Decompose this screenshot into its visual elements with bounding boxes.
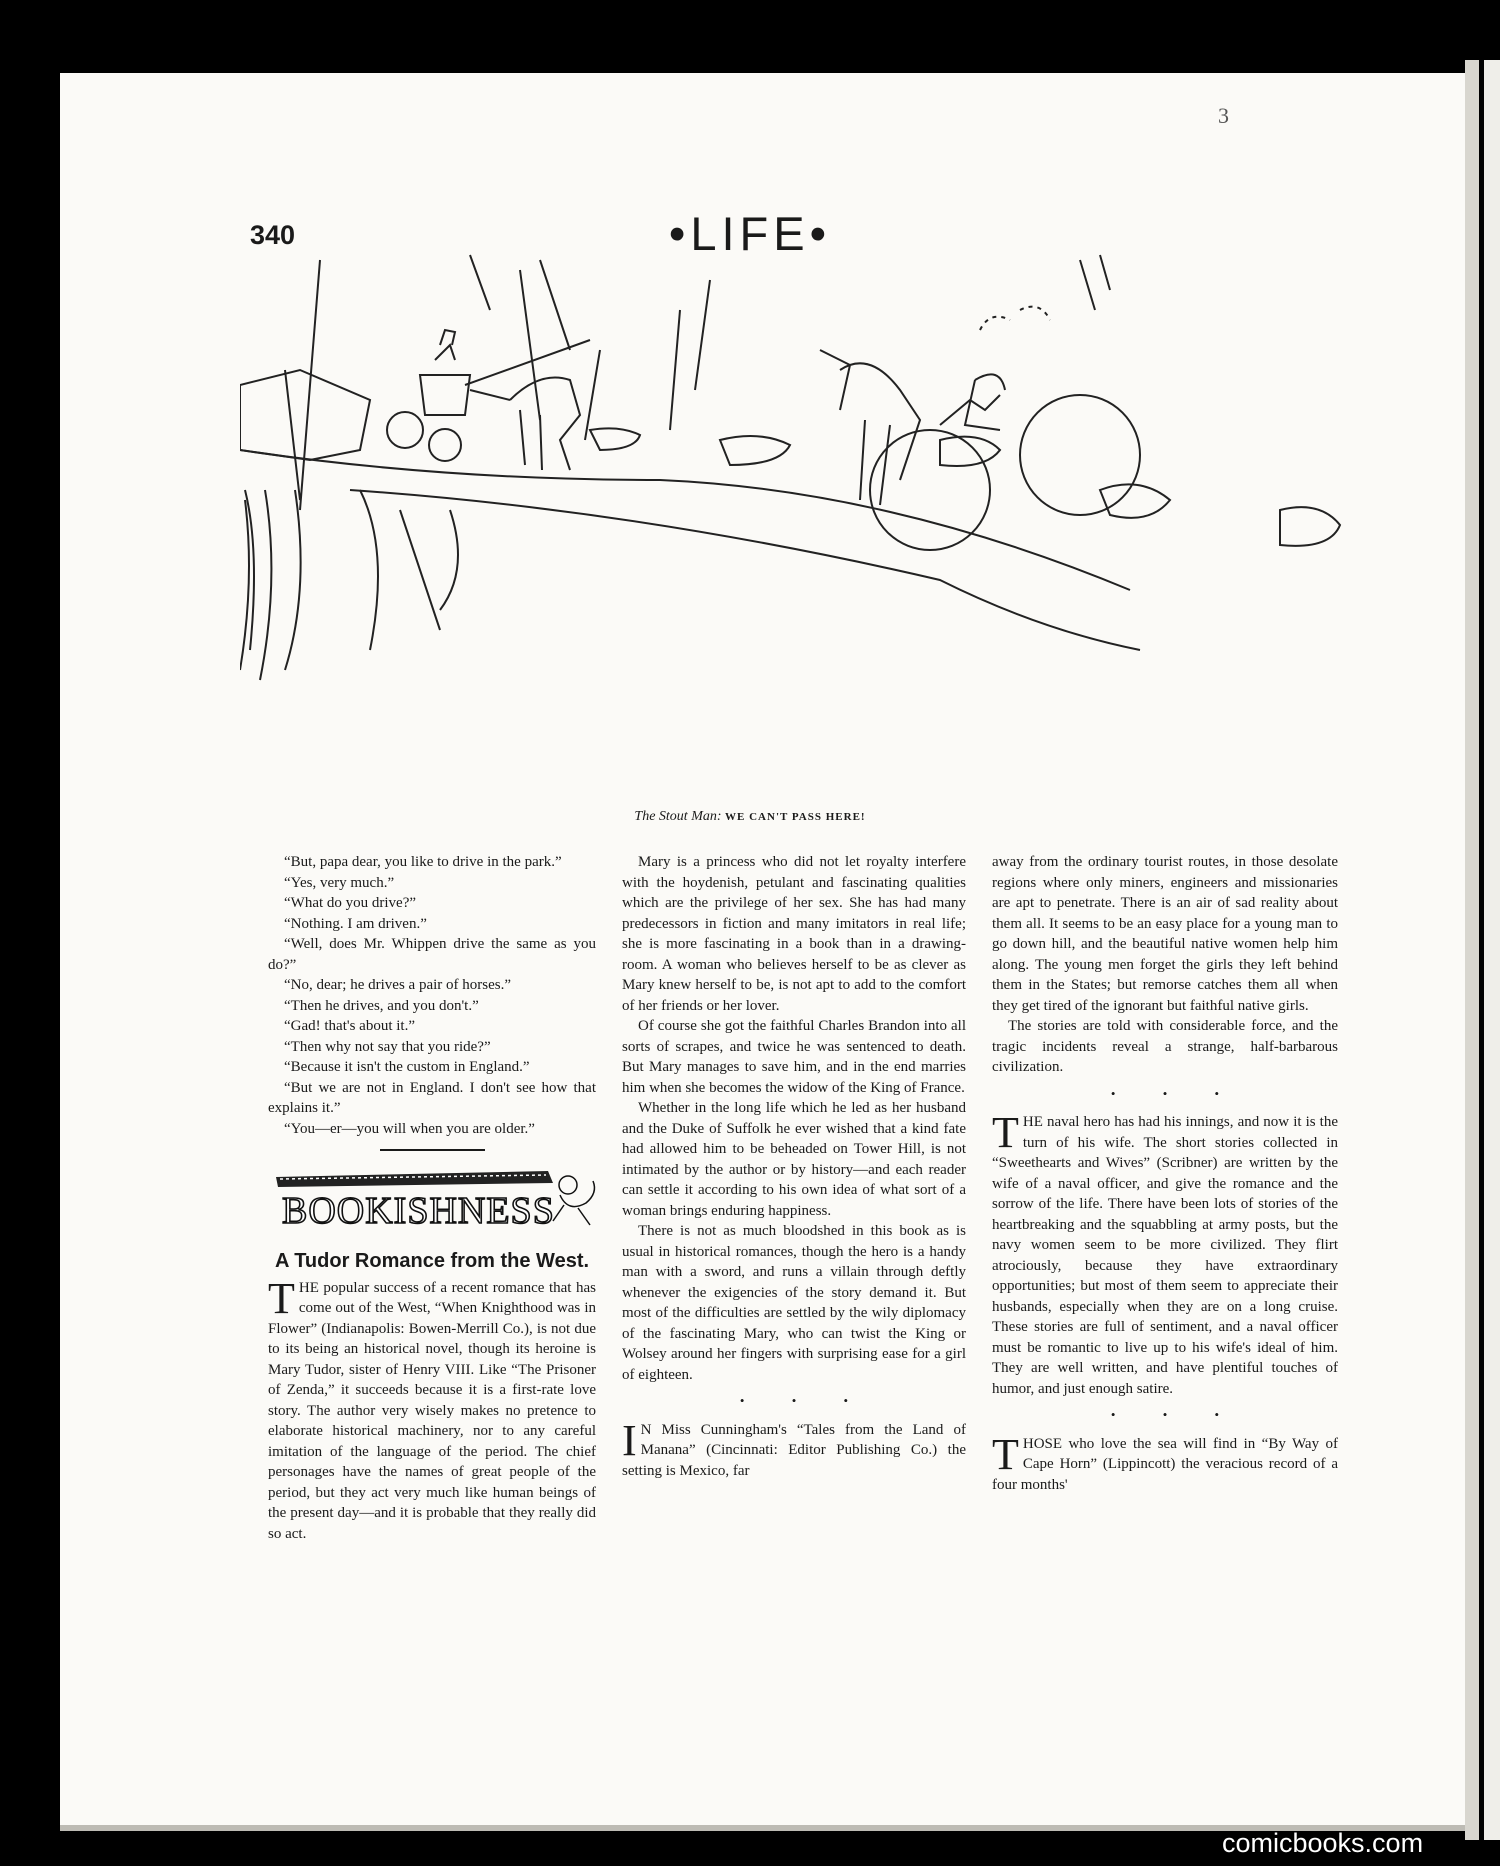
drop-cap: T	[992, 1108, 1019, 1157]
bookishness-banner	[268, 1163, 604, 1237]
paragraph-text: HE naval hero has had his innings, and now it is the turn of his wife. The short stories collected in “Sweethearts and Wives” (Scribner) are written by the wife of a naval officer, and give the romance and the sorrow of the life. There have been lots of stories of the heartbreaking and the squabbling at army posts, but the navy women seem to be more civilized. They flirt atrociously, because they have extraordinary opportunities; but most of them seem to appreciate their husbands, especially when they are on a long cruise. These stories are full of sentiment, and a naval officer must be romantic to live up to his wife's ideal of him. They are well written, and have plentiful touches of humor, and just enough satire.	[992, 1114, 1338, 1397]
paragraph	[622, 1415, 966, 1482]
review-paragraph	[268, 1273, 596, 1545]
dialogue-line: “What do you drive?”	[284, 895, 417, 911]
paragraph-text: HOSE who love the sea will find in “By Way of Cape Horn” (Lippincott) the veracious record of a four months'	[992, 1435, 1338, 1493]
paragraph: Mary is a princess who did not let royalty interfere with the hoydenish, petulant and fascinating qualities which are the privilege of her sex. She has had many predecessors in fiction and many imitators in real life; she is more fascinating in a book than in a drawing-room. A woman who believes herself to be as clever as Mary knew herself to be, is not apt to add to the comfort of her friends or her lover.	[622, 854, 966, 1014]
smoke	[980, 307, 1050, 330]
next-page-edge	[1465, 60, 1479, 1840]
masthead: •LIFE•	[668, 207, 832, 260]
dialogue-line: “But we are not in England. I don't see how that explains it.”	[268, 1079, 596, 1116]
small-cart-wheel-2	[429, 429, 461, 461]
dialogue-line: “Nothing. I am driven.”	[284, 915, 427, 932]
dialogue-line: “Gad! that's about it.”	[284, 1018, 415, 1034]
drop-cap: T	[992, 1429, 1019, 1479]
background-cliff-lines	[470, 255, 710, 440]
rocks	[590, 428, 1340, 546]
stout-man	[420, 330, 470, 415]
section-dots: • • •	[739, 1393, 871, 1408]
dialogue-line: “Then why not say that you ride?”	[284, 1038, 491, 1055]
dialogue-line: “Yes, very much.”	[284, 874, 395, 891]
right-cliff-lines	[1080, 255, 1110, 310]
boy-driver	[940, 374, 1005, 430]
paragraph: away from the ordinary tourist routes, in those desolate regions where only miners, engineers and missionaries are apt to penetrate. There is an air of sad reality about them all. It seems to be an easy place for a young man to go down hill, and the beautiful native women help him along. The young men forget the girls they left behind them in the States; but remorse catches them all when they get tired of the ignorant but faithful native girls.	[992, 854, 1338, 1014]
sulky-wheel-large	[1020, 395, 1140, 515]
chasm-lines	[240, 490, 458, 680]
small-horse	[470, 378, 580, 471]
section-dots: • • •	[1110, 1407, 1242, 1422]
dialogue-line: “Well, does Mr. Whippen drive the same as you do?”	[268, 936, 596, 973]
paragraph: There is not as much bloodshed in this book as is usual in historical romances, though the hero is a handy man with a sword, and runs a villain through deftly whenever the exigencies of the story demand it. But most of the difficulties are settled by the wily diplomacy of the fascinating Mary, who can twist the King or Wolsey around her fingers with surprising ease for a girl of eighteen.	[622, 1223, 966, 1383]
cartoon-illustration	[240, 250, 1360, 800]
whip	[465, 340, 590, 385]
review-headline: A Tudor Romance from the West.	[274, 1249, 590, 1272]
dialogue-line: “But, papa dear, you like to drive in the park.”	[284, 854, 562, 870]
paragraph: Whether in the long life which he led as her husband and the Duke of Suffolk he ever wished that a kind fate had allowed him to be beheaded on Tower Hill, is not intimated by the author or by history—and each reader can settle it according to his own idea of what sort of a woman brings enduring happiness.	[622, 1100, 966, 1219]
column-1	[268, 852, 596, 1544]
paragraph-text: N Miss Cunningham's “Tales from the Land of Manana” (Cincinnati: Editor Publishing Co.) the setting is Mexico, far	[622, 1421, 966, 1479]
next-page-edge-2	[1484, 60, 1500, 1840]
dialogue-line: “You—er—you will when you are older.”	[284, 1120, 535, 1137]
column-2	[622, 852, 966, 1481]
banner-text: BOOKISHNESS	[282, 1190, 555, 1232]
section-dots: • • •	[1110, 1085, 1242, 1101]
dialogue-line: “No, dear; he drives a pair of horses.”	[284, 977, 511, 993]
illustration-caption	[0, 809, 1500, 825]
section-rule	[380, 1149, 485, 1151]
paragraph	[992, 1429, 1338, 1496]
page-number: 340	[250, 220, 296, 250]
caption-speaker: The Stout Man:	[634, 809, 722, 824]
review-text: HE popular success of a recent romance that has come out of the West, “When Knighthood was in Flower” (Indianapolis: Bowen-Merrill Co.), is not due to its being an historical novel, though its heroine is Mary Tudor, sister of Henry VIII. Like “The Prisoner of Zenda,” it succeeds because it is a first-rate love story. The author very wisely makes no pretence to elaborate historical machinery, nor to any careful imitation of the language of the period. The chief personages have the names of great people of the period, but they act very much like human beings of the present day—and it is probable that they really did so act.	[268, 1279, 596, 1542]
drop-cap: I	[622, 1415, 637, 1465]
column-3	[992, 852, 1338, 1495]
watermark: comicbooks.com	[1222, 1828, 1424, 1858]
drop-cap: T	[268, 1273, 295, 1323]
paragraph: Of course she got the faithful Charles Brandon into all sorts of scrapes, and twice he was sentenced to death. But Mary manages to save him, and in the end marries him when she becomes the widow of the King of France.	[622, 1018, 966, 1096]
caption-line: WE CAN'T PASS HERE!	[725, 811, 866, 823]
dialogue-line: “Because it isn't the custom in England.”	[284, 1059, 530, 1075]
corner-pencil-mark: 3	[1218, 103, 1229, 128]
paragraph: The stories are told with considerable force, and the tragic incidents reveal a strange, half-barbarous civilization.	[992, 1018, 1338, 1075]
paragraph	[992, 1108, 1338, 1399]
small-cart-wheel	[387, 412, 423, 448]
dialogue-line: “Then he drives, and you don't.”	[284, 997, 479, 1014]
